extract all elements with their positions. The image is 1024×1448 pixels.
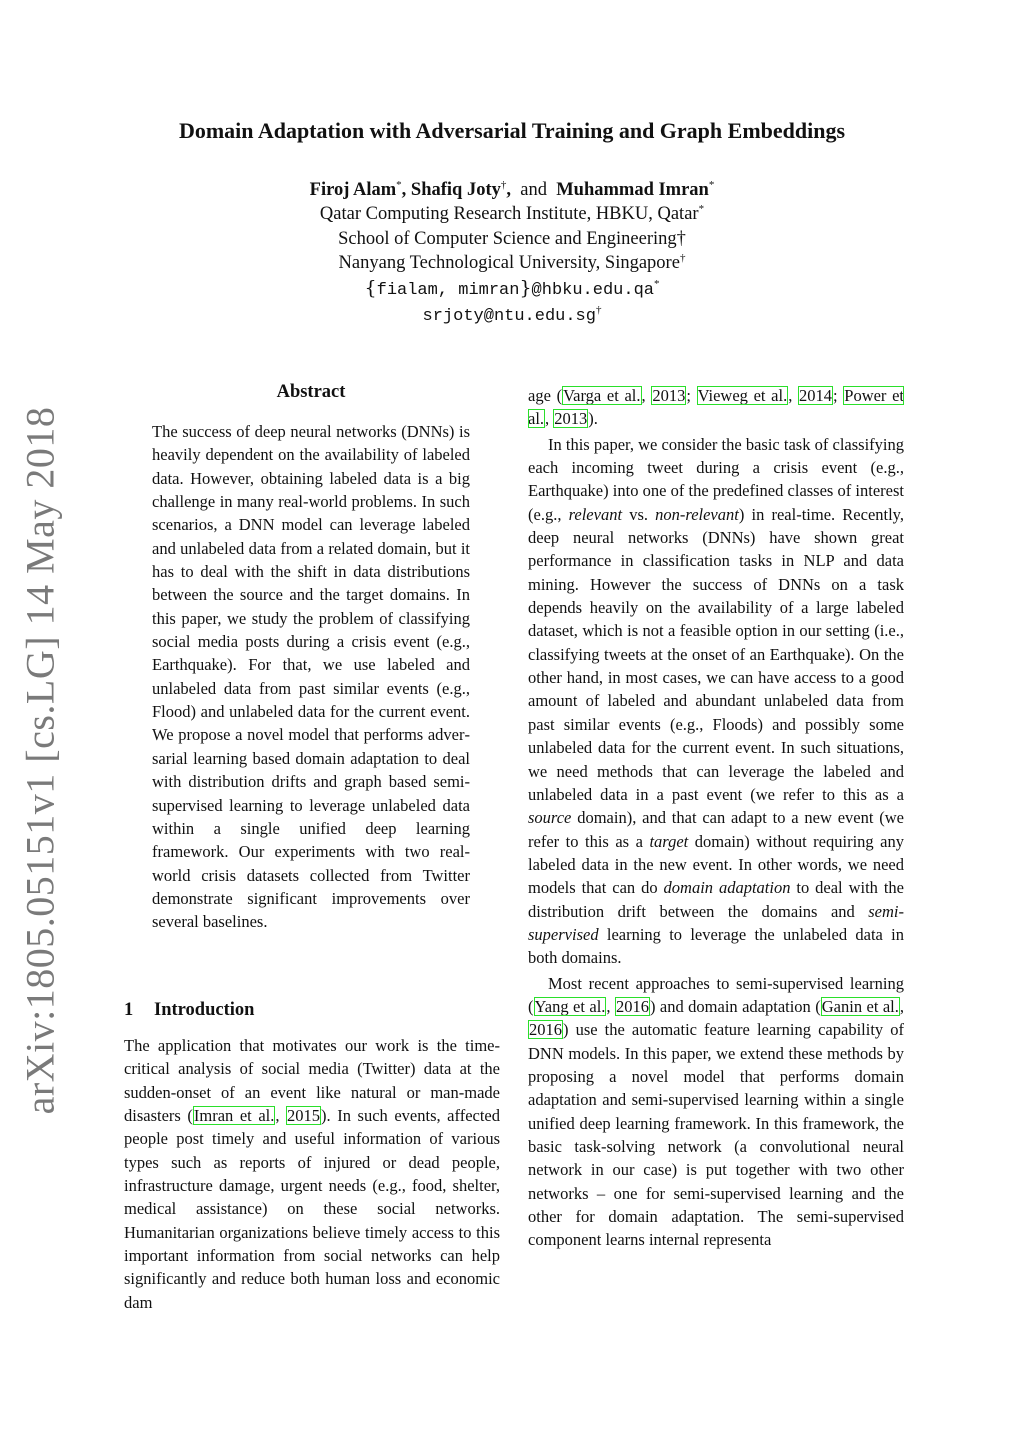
citation-year-link[interactable]: 2013 [652,386,686,405]
citation-year-link[interactable]: 2015 [287,1106,321,1126]
citation-year-link[interactable]: 2013 [554,409,588,429]
citation-link[interactable]: Varga et al. [563,386,641,405]
right-paragraph-1: age (Varga et al., 2013; Vieweg et al., 2014; Power et al., 2013). [528,386,905,429]
right-column [528,384,904,1252]
right-paragraph-3: Most recent approaches to semi-supervised learning (Yang et al., 2016) and domain adaptation (Ganin et al., 2016) use the automatic feature learning capability of DNN models. In this paper, we extend these methods by proposing a novel model that performs domain adaptation and semi-supervised learning within a single unified deep learning framework. In this framework, the basic task-solving network (a convolutional neural network in our case) is put together with two other networks – one for semi-supervised learning and the other for domain adaptation. The semi-supervised component learns internal representa [528,973,905,1250]
author-3: Muhammad Imran [556,180,709,200]
author-3-mark: * [708,179,715,191]
right-paragraph-2: In this paper, we consider the basic task of classifying each incoming tweet during a crisis event (e.g., Earthquake) into one of the predefined classes of interest (e.g., relevant vs. non-relevant) in real-time. Recently, deep neural networks (DNNs) have shown great performance in classification tasks in NLP and data mining. However the success of DNNs on a task depends heavily on the availability of a large labeled dataset, which is not a feasible option in our setting (i.e., classifying tweets at the onset of an Earthquake). On the other hand, in most cases, we can have access to a good amount of labeled and abundant unlabeled data from past similar events (e.g., Floods) and possibly some unlabeled data for the current event. In such situations, we need methods that can leverage the labeled and unlabeled data in a past event (we refer to this as a source domain), and that can adapt to a new event (we refer to this as a target domain) without requiring any labeled data in the new event. In other words, we need models that can do domain adaptation to deal with the distribution drift between the domains and semi-supervised learning to leverage the unlabeled data in both domains. [528,434,905,968]
author-block [0,178,1024,329]
paper-title: Domain Adaptation with Adversarial Training and Graph Embeddings [178,118,846,143]
citation-year-link[interactable]: 2016 [615,996,649,1016]
introduction-section [124,1000,500,1314]
citation-link[interactable]: Yang et al. [534,996,606,1016]
author-names: Firoj Alam*, Shafiq Joty†, and Muhammad Imran* [309,179,715,200]
introduction-paragraph: The application that motivates our work is the time-critical analysis of social media (Twitter) data at the sudden-onset of an event like natural or man-made disasters (Imran et al., 2015). In such events, affected people post timely and useful information of various types such as reports of injured or dead people, infrastructure damage, urgent needs (e.g., food, shelter, medical assistance) on these social networks. Humanitarian organizations believe timely access to this important information from social networks can help significantly and reduce both human loss and economic dam [124,1036,500,1312]
citation-link[interactable]: Imran et al. [193,1106,275,1126]
abstract-text: The success of deep neural networks (DNNs) is heavily dependent on the availability of labeled data. However, obtaining labeled data is a big challenge in many real-world problems. In such scenarios, a DNN model can leverage labeled and unlabeled data from a related domain, but it has to deal with the shift in data distributions between the source and the target domains. In this paper, we study the problem of classifying social media posts during a crisis event (e.g., Earthquake). For that, we use labeled and unlabeled data from past similar events (e.g., Flood) and unlabeled data for the current event. We propose a novel model that performs adversarial learning based domain adaptation to deal with distribution drifts and graph based semi-supervised learning to leverage unlabeled data within a single unified deep learning framework. Our experiments with two real-world crisis datasets collected from Twitter demonstrate significant improvements over several baselines. [152,422,470,932]
citation-link[interactable]: Vieweg et al. [697,386,788,405]
author-1-mark: * [396,179,402,191]
affiliation-3: Nanyang Technological University, Singapore† [338,252,686,274]
email-1: {fialam, mimran}@hbku.edu.qa* [364,276,660,300]
affiliation-2: School of Computer Science and Engineering† [338,228,686,249]
author-2-mark: † [500,179,507,191]
citation-link[interactable]: Power et al. [528,386,905,429]
abstract-section [152,382,470,934]
author-1: Firoj Alam [309,180,397,200]
author-2: Shafiq Joty [410,180,501,200]
abstract-heading: Abstract [276,382,346,402]
citation-year-link[interactable]: 2016 [529,1020,562,1040]
email-2: srjoty@ntu.edu.sg† [422,304,602,327]
citation-link[interactable]: Ganin et al. [821,996,899,1016]
citation-year-link[interactable]: 2014 [799,386,832,405]
author-and: and [520,180,547,200]
arxiv-id: arXiv:1805.05151v1 [cs.LG] 14 May 2018 [17,406,63,1114]
affiliation-1: Qatar Computing Research Institute, HBKU, Qatar* [319,203,705,225]
introduction-heading: 1 Introduction [124,1000,255,1020]
arxiv-sidebar-stamp [10,406,70,1114]
